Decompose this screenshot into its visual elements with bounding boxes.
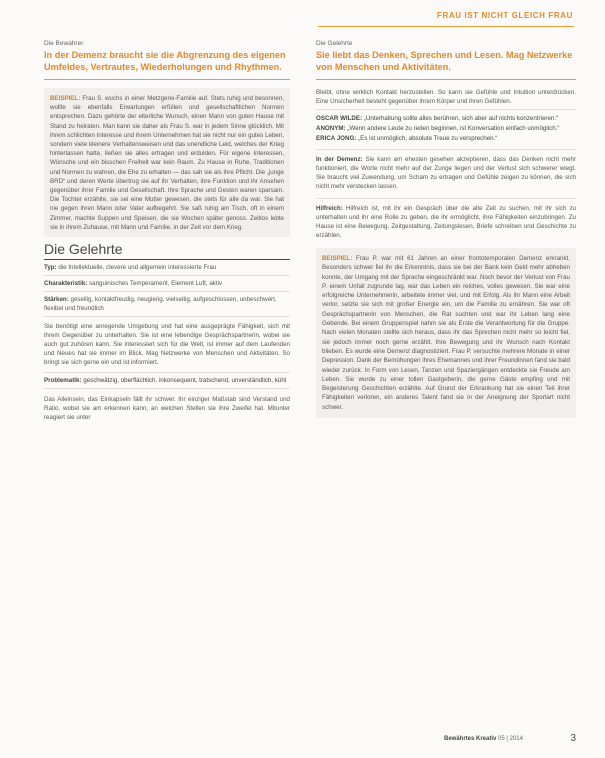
trait-key: Charakteristik:: [44, 280, 88, 288]
right-intro: Sie liebt das Denken, Sprechen und Lesen. Mag Netzwerke von Menschen und Aktivitäten.: [316, 50, 573, 72]
trait-value: sanguinisches Temperament, Element Luft, aktiv: [89, 280, 223, 288]
issue-number: 05 | 2014: [498, 736, 523, 742]
right-kicker: Die Gelehrte: [316, 40, 353, 47]
section-key: Hilfreich:: [316, 204, 343, 212]
page-number: 3: [570, 733, 576, 744]
right-intro-rule: [316, 79, 576, 80]
quote-item: [316, 124, 576, 133]
example-lead: BEISPIEL:: [322, 254, 353, 262]
header-rule: [318, 26, 574, 27]
quote-text: „Wenn andere Leute zu reden beginnen, ist Konversation einfach unmöglich.“: [347, 125, 560, 133]
left-kicker: Die Bewahrer: [44, 40, 84, 47]
quote-author: ANONYM:: [316, 125, 346, 133]
gelehrte-heading: Die Gelehrte: [44, 241, 123, 258]
section-text: Hilfreich ist, mit ihr ein Gespräch über die alte Zeit zu suchen, mit ihr sich zu unterhalten und ihr eine Rolle zu geben, die ihr ermöglicht, ihre Fähigkeiten einzubringen. Zu Hause ist eine Bewegung, Zeitgestaltung, Zeitungslesen, Briefe schreiben und Geschichte zu erzählen.: [316, 204, 576, 239]
example-box-bewahrer: [44, 88, 290, 237]
quote-list: [316, 109, 576, 143]
left-intro-rule: [44, 79, 290, 80]
trait-key: Stärken:: [44, 296, 69, 304]
left-column: [44, 40, 290, 422]
gelehrte-body-1: Sie benötigt eine anregende Umgebung und hat eine ausgeprägte Fähigkeit, sich mit ihrem Gegenüber zu unterhalten. Sie ist eine lebendige Gesprächspartnerin, wobei sie auch gut zuhören kann. Sie interessiert sich für die Welt, ist immer auf dem Laufenden und Neues hat sie immer im Blick. Mag Netzwerke von Menschen und Aktivitäten. So bringt sie sich gerne ein und ist informiert.: [44, 323, 290, 367]
page-header: [0, 0, 605, 28]
problem-row: [44, 372, 290, 389]
quote-author: ERICA JONG:: [316, 135, 357, 143]
section-hilfreich: [316, 198, 576, 240]
section-demenz: [316, 149, 576, 191]
quote-text: „Es ist unmöglich, absolute Treue zu versprechen.“: [358, 135, 498, 143]
magazine-name: Bewährtes Kreativ: [444, 736, 497, 742]
example-box-gelehrte: [316, 248, 576, 418]
problem-value: geschwätzig, oberflächlich, inkonsequent, tratschend, unverständlich, kühl: [83, 376, 287, 384]
quote-author: OSCAR WILDE:: [316, 115, 363, 123]
trait-list: [44, 259, 290, 317]
trait-strengths: [44, 292, 290, 317]
section-text: Sie kann am ehesten gesehen akzeptieren, dass das Denken nicht mehr funktioniert, die Worte nicht mehr auf der Zunge liegen und der Verlust sich schwerer wiegt. Sie braucht viel Zuwendung, um Scham zu ertragen und Gefühle zeigen zu können, die sich nicht mehr verstecken lassen.: [316, 156, 576, 191]
trait-value: die Intellektuelle, clevere und allgemein interessierte Frau: [58, 264, 217, 272]
quote-item: [316, 134, 576, 143]
trait-type: [44, 260, 290, 276]
left-intro: In der Demenz braucht sie die Abgrenzung des eigenen Umfeldes, Vertrautes, Wiederholungen und Rhythmen.: [44, 50, 286, 72]
section-label: FRAU IST NICHT GLEICH FRAU: [436, 11, 573, 20]
section-key: In der Demenz:: [316, 156, 363, 164]
problem-key: Problematik:: [44, 376, 82, 384]
quote-item: [316, 114, 576, 123]
quote-text: „Unterhaltung sollte alles berühren, sich aber auf nichts konzentrieren.“: [363, 115, 559, 123]
trait-character: [44, 276, 290, 292]
page-footer: [444, 733, 576, 748]
right-body-1: Bleibt, ohne wirklich Kontakt herzustellen. So kann sie Gefühle und Intuition unterdrücken. Eine Unsicherheit besteht gegenüber ihrem Körper und ihren Gefühlen.: [316, 89, 576, 106]
example-text: Frau S. wuchs in einer Metzgerei-Familie auf. Stets ruhig und besonnen, wollte sie ebenfalls Erwartungen erfüllen und gesellschaftlichen Normen entsprechen. Dazu gehörte der elterliche Wunsch, einen Mann von guten Hause mit Stand zu heiraten. Man kann sie daher als Frau S. war in jedem Sinne glücklich. Mit ihrem schlichten Interesse und ihrem Unternehmen hat sie nicht nur ein gutes Leben, sondern viele kleinere Verhaltensweisen und das unendliche Leid, welches der Krieg hinterlassen hatte, ließen sie alles ertragen und erdulden. Für eigene Interessen, Wünsche und ein bisschen Freiheit war kein Raum. Zu Hause in Ruhe, Traditionen und Normen zu wahren, die Ehe zu erhalten — das sah sie als ihre Pflicht. Die „junge BRD“ und deren Werte übertrug sie auf ihr Verhalten, ihre Funktion und ihr Ansehen gegenüber ihrer Familie und Gesellschaft. Ihre Sprache und Gesten waren sparsam. Die Tochter erzählte, sie sei eine Mutter gewesen, die stets für alle da war. Sie hat nie gegen ihren Mann oder Vater aufbegehrt. Sie saß ruhig am Tisch, oft in einem Zimmer, machte Suppen und Speisen, die sie Wochen später genoss. Zeitlos lebte sie in ihrem Zuhause, mit Mann und Familie, in der Zeit vor dem Krieg.: [50, 95, 284, 231]
example-lead: BEISPIEL:: [50, 95, 81, 102]
right-column: [316, 40, 576, 418]
example-text: Frau P. war mit 61 Jahren an einer frontotemporalen Demenz erkrankt. Besonders schwer fiel ihr die Erkenntnis, dass sie bei der Bank kein Geld mehr abheben konnte, der Umgang mit der Sprache eingeschränkt war. Noch bevor der Verlust von Frau P. einem Unfall zugrunde lag, war das Leben ein reiches, volles gewesen. Sie war eine erfolgreiche Unternehmerin, arbeitete immer viel, und mit Erfolg. Als ihr Mann eine Arbeit verlor, setzte sie sich mit großer Energie ein, um die Familie zu ernähren. Sie war oft Gesprächspartnerin von Menschen, die Rat suchten und war ihr Leben lang eine Gebende. Bei einem Gruppenspiel nahm sie als Erste die Verantwortung für die Gruppe. Nach vielen Monaten stellte sich heraus, dass ihr das Sprechen nicht mehr so leicht fiel, sie jedoch immer noch gerne erzählt. Ihre Bewegung und ihr Wunsch nach Kontakt blieben. Es wurde eine Demenz diagnostiziert. Frau P. versuchte mehrere Monate in einer Depression. Dank der Bemühungen ihres Ehemannes und ihrer Freundinnen fand sie bald wieder zurück. In Form von Lesen, Tanzen und Spaziergängen entdeckte sie Freude am Leben. Sie wurde zu einer tollen Gastgeberin, die gerne Gäste empfing und mit Begeisterung Geschichten erzählte. Auf Grund der Erkrankung hat sie einen Teil ihrer Fähigkeiten verloren, ein anderes Talent fand sie in der Aneignung der Sportart nicht schwer.: [322, 254, 570, 411]
trait-key: Typ:: [44, 264, 57, 272]
trait-value: gesellig, kontaktfreudig, neugierig, vielseitig, aufgeschlossen, unbeschwert, flexibel und freundlich: [44, 296, 277, 313]
gelehrte-body-2: Das Alleinsein, das Einkapseln fällt ihr schwer. Ihr einziger Maßstab sind Verstand und Ratio, wobei sie am erkennen kann, an welchen Stellen sie ihre Zweifel hat. Mitunter reagiert sie unter: [44, 395, 290, 421]
